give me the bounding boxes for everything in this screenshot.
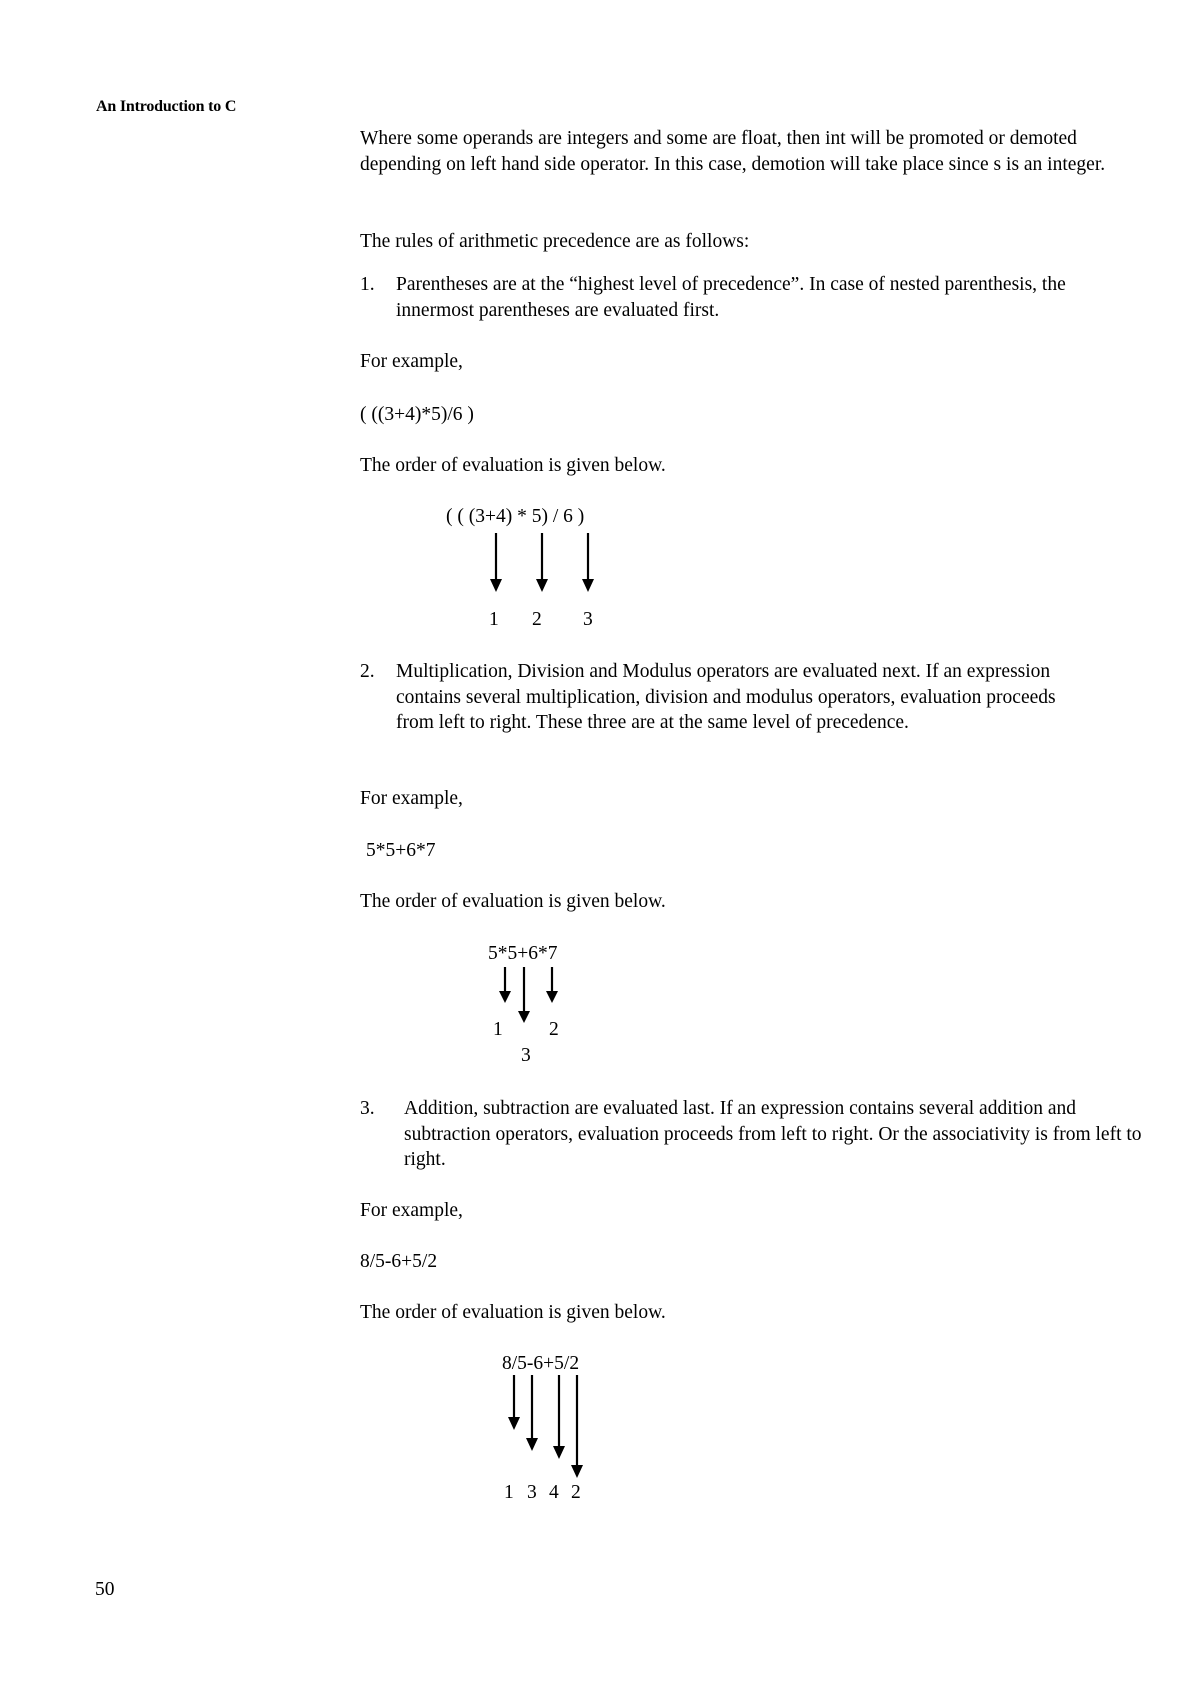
rule-3-label-4: 4 (549, 1482, 559, 1503)
rule-1-number: 1. (360, 274, 375, 295)
rule-1-order-text: The order of evaluation is given below. (360, 455, 666, 476)
rule-2-order-text: The order of evaluation is given below. (360, 891, 666, 912)
rule-2-text: Multiplication, Division and Modulus operators are evaluated next. If an expression contains several multiplication, division and modulus operators, evaluation proceeds from left to right. These three are at the same level of precedence. (396, 661, 1056, 733)
page-number: 50 (95, 1579, 115, 1600)
rule-3-arrowhead-1 (508, 1417, 520, 1430)
rule-3-label-3: 3 (527, 1482, 537, 1503)
running-header: An Introduction to C (96, 98, 237, 115)
rule-3-label-2: 2 (571, 1482, 581, 1503)
rule-3-arrowhead-2 (571, 1465, 583, 1478)
rule-3-for-example: For example, (360, 1200, 463, 1221)
rules-intro: The rules of arithmetic precedence are as follows: (360, 231, 750, 252)
rule-3-diagram-expression: 8/5-6+5/2 (502, 1353, 580, 1374)
rule-1-diagram-expression: ( ( (3+4) * 5) / 6 ) (446, 506, 585, 527)
rule-3-order-text: The order of evaluation is given below. (360, 1302, 666, 1323)
rule-1-label-2: 2 (532, 609, 542, 630)
rule-3-label-1: 1 (504, 1482, 514, 1503)
rule-1-expression: ( ((3+4)*5)/6 ) (360, 404, 474, 425)
rule-2-label-2: 2 (549, 1019, 559, 1040)
rule-1-label-3: 3 (583, 609, 593, 630)
rule-1-label-1: 1 (489, 609, 499, 630)
rule-2-expression: 5*5+6*7 (366, 840, 436, 861)
rule-3-number: 3. (360, 1098, 375, 1119)
intro-paragraph: Where some operands are integers and some are float, then int will be promoted or demoted depending on left hand side operator. In this case, demotion will take place since s is an integer. (360, 128, 1106, 175)
rule-2-number: 2. (360, 661, 375, 682)
rule-2-label-1: 1 (493, 1019, 503, 1040)
rule-3-arrowhead-4 (553, 1446, 565, 1459)
rule-3-arrowhead-3 (526, 1438, 538, 1451)
rule-1-for-example: For example, (360, 351, 463, 372)
rule-2-label-3: 3 (521, 1045, 531, 1066)
rule-2-for-example: For example, (360, 788, 463, 809)
rule-3-text: Addition, subtraction are evaluated last. If an expression contains several addition and subtraction operators, evaluation proceeds from left to right. Or the associativity is from left to right. (404, 1098, 1142, 1170)
rule-2-diagram-expression: 5*5+6*7 (488, 943, 558, 964)
rule-1-text: Parentheses are at the “highest level of precedence”. In case of nested parenthesis, the innermost parentheses are evaluated first. (396, 274, 1066, 321)
rule-3-expression: 8/5-6+5/2 (360, 1251, 438, 1272)
